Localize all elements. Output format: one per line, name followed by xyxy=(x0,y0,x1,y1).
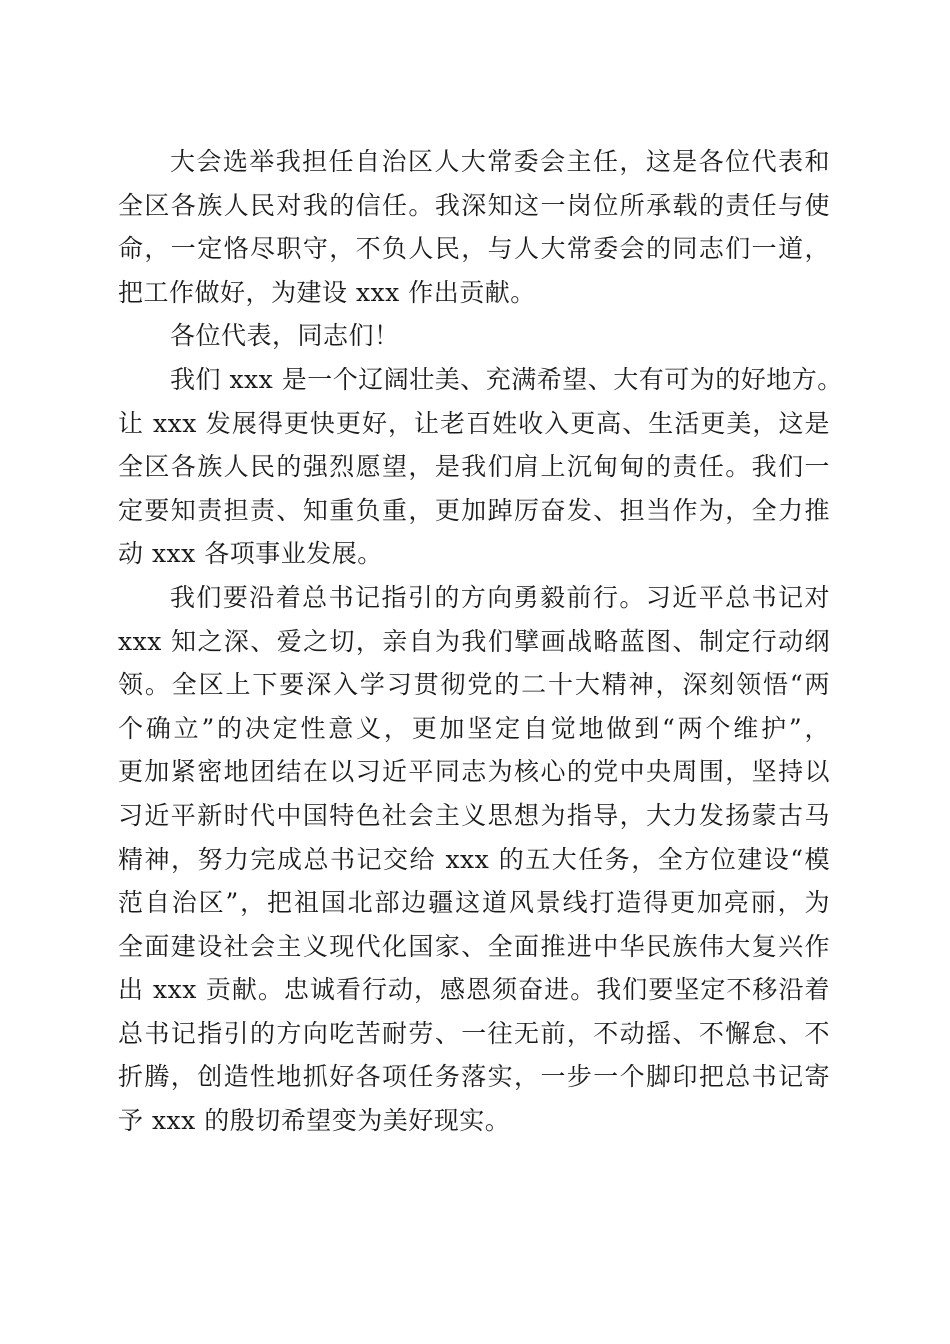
paragraph-line: 出 xxx 贡献。忠诚看行动，感恩须奋进。我们要坚定不移沿着 xyxy=(118,975,830,1005)
paragraph-line: 个确立”的决定性意义，更加坚定自觉地做到“两个维护”， xyxy=(118,713,830,743)
paragraph-line: 把工作做好，为建设 xxx 作出贡献。 xyxy=(118,277,536,307)
paragraph-line: 领。全区上下要深入学习贯彻党的二十大精神，深刻领悟“两 xyxy=(118,670,830,700)
paragraph-line: 总书记指引的方向吃苦耐劳、一往无前，不动摇、不懈怠、不 xyxy=(118,1018,830,1048)
paragraph-line: 命，一定恪尽职守，不负人民，与人大常委会的同志们一道， xyxy=(118,234,830,264)
paragraph-3 xyxy=(118,358,843,576)
paragraph-line: 各位代表，同志们！ xyxy=(170,321,400,351)
paragraph-line: 动 xxx 各项事业发展。 xyxy=(118,539,383,569)
paragraph-4 xyxy=(118,576,830,1143)
paragraph-2 xyxy=(118,314,830,358)
paragraph-line: 予 xxx 的殷切希望变为美好现实。 xyxy=(118,1106,511,1136)
paragraph-line: xxx 知之深、爱之切，亲自为我们擘画战略蓝图、制定行动纲 xyxy=(118,626,830,656)
paragraph-line: 我们 xxx 是一个辽阔壮美、充满希望、大有可为的好地方。 xyxy=(170,364,843,394)
paragraph-line: 全区各族人民的强烈愿望，是我们肩上沉甸甸的责任。我们一 xyxy=(118,452,830,482)
paragraph-1 xyxy=(118,140,830,314)
body-text xyxy=(118,140,843,1143)
paragraph-line: 让 xxx 发展得更快更好，让老百姓收入更高、生活更美，这是 xyxy=(118,408,830,438)
paragraph-line: 折腾，创造性地抓好各项任务落实，一步一个脚印把总书记寄 xyxy=(118,1062,830,1092)
paragraph-line: 大会选举我担任自治区人大常委会主任，这是各位代表和 xyxy=(170,147,830,176)
paragraph-line: 更加紧密地团结在以习近平同志为核心的党中央周围，坚持以 xyxy=(118,757,830,787)
paragraph-line: 全面建设社会主义现代化国家、全面推进中华民族伟大复兴作 xyxy=(118,931,830,961)
paragraph-line: 我们要沿着总书记指引的方向勇毅前行。习近平总书记对 xyxy=(170,582,830,612)
paragraph-line: 精神，努力完成总书记交给 xxx 的五大任务，全方位建设“模 xyxy=(118,844,830,874)
paragraph-line: 定要知责担责、知重负重，更加踔厉奋发、担当作为，全力推 xyxy=(118,495,830,525)
paragraph-line: 范自治区”，把祖国北部边疆这道风景线打造得更加亮丽，为 xyxy=(118,888,830,918)
paragraph-line: 全区各族人民对我的信任。我深知这一岗位所承载的责任与使 xyxy=(118,190,830,220)
paragraph-line: 习近平新时代中国特色社会主义思想为指导，大力发扬蒙古马 xyxy=(118,800,830,830)
